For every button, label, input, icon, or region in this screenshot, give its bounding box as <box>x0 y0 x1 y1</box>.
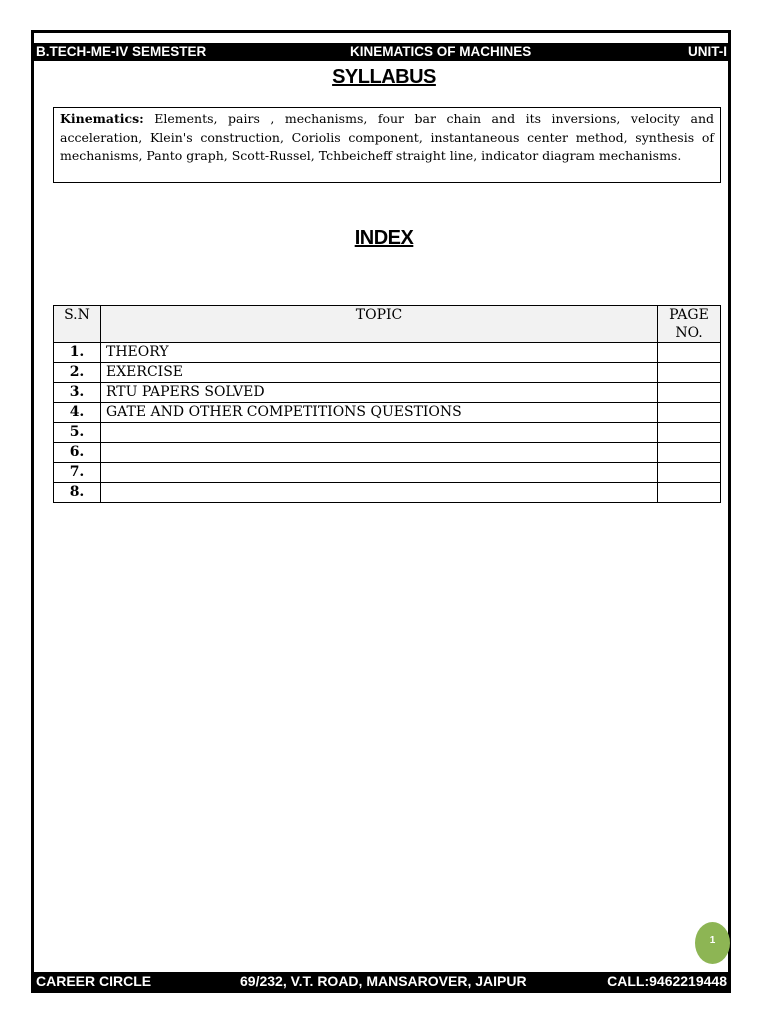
row-page <box>658 343 721 363</box>
footer-phone: CALL:9462219448 <box>607 973 727 989</box>
row-topic <box>101 483 658 503</box>
row-topic <box>101 423 658 443</box>
row-page <box>658 403 721 423</box>
row-page <box>658 383 721 403</box>
row-page <box>658 483 721 503</box>
row-sn: 4. <box>54 403 101 423</box>
table-row <box>54 343 721 363</box>
row-topic: EXERCISE <box>101 363 658 383</box>
row-sn: 1. <box>54 343 101 363</box>
row-topic: RTU PAPERS SOLVED <box>101 383 658 403</box>
row-topic: THEORY <box>101 343 658 363</box>
table-row <box>54 463 721 483</box>
page-footer <box>34 972 729 991</box>
syllabus-box <box>53 107 721 183</box>
table-row <box>54 363 721 383</box>
column-header-topic: TOPIC <box>101 306 658 343</box>
row-sn: 2. <box>54 363 101 383</box>
row-page <box>658 463 721 483</box>
header-course: B.TECH-ME-IV SEMESTER <box>36 44 207 59</box>
header-subject: KINEMATICS OF MACHINES <box>350 44 532 59</box>
index-table <box>53 305 721 503</box>
table-row <box>54 423 721 443</box>
page-header <box>34 43 729 61</box>
table-row <box>54 403 721 423</box>
row-sn: 3. <box>54 383 101 403</box>
row-page <box>658 443 721 463</box>
header-unit: UNIT-I <box>688 44 727 59</box>
row-page <box>658 423 721 443</box>
footer-address: 69/232, V.T. ROAD, MANSAROVER, JAIPUR <box>240 973 527 989</box>
page-number-badge: 1 <box>695 922 730 964</box>
table-row <box>54 483 721 503</box>
table-row <box>54 383 721 403</box>
row-sn: 7. <box>54 463 101 483</box>
row-topic <box>101 463 658 483</box>
row-topic <box>101 443 658 463</box>
row-topic: GATE AND OTHER COMPETITIONS QUESTIONS <box>101 403 658 423</box>
row-page <box>658 363 721 383</box>
index-title: INDEX <box>354 227 414 249</box>
footer-institute: CAREER CIRCLE <box>36 973 152 989</box>
syllabus-title: SYLLABUS <box>332 66 436 88</box>
column-header-page: PAGE NO. <box>658 306 721 343</box>
syllabus-text: Elements, pairs , mechanisms, four bar chain and its inversions, velocity and acceleration, Klein's construction, Coriolis component, instantaneous center method, synthesis of mechanisms, Panto graph, Scott-Russel, Tchbeicheff straight line, indicator diagram mechanisms. <box>60 111 714 163</box>
table-row <box>54 443 721 463</box>
row-sn: 6. <box>54 443 101 463</box>
row-sn: 5. <box>54 423 101 443</box>
column-header-sn: S.N <box>54 306 101 343</box>
table-header-row <box>54 306 721 343</box>
syllabus-label: Kinematics: <box>60 111 144 126</box>
row-sn: 8. <box>54 483 101 503</box>
